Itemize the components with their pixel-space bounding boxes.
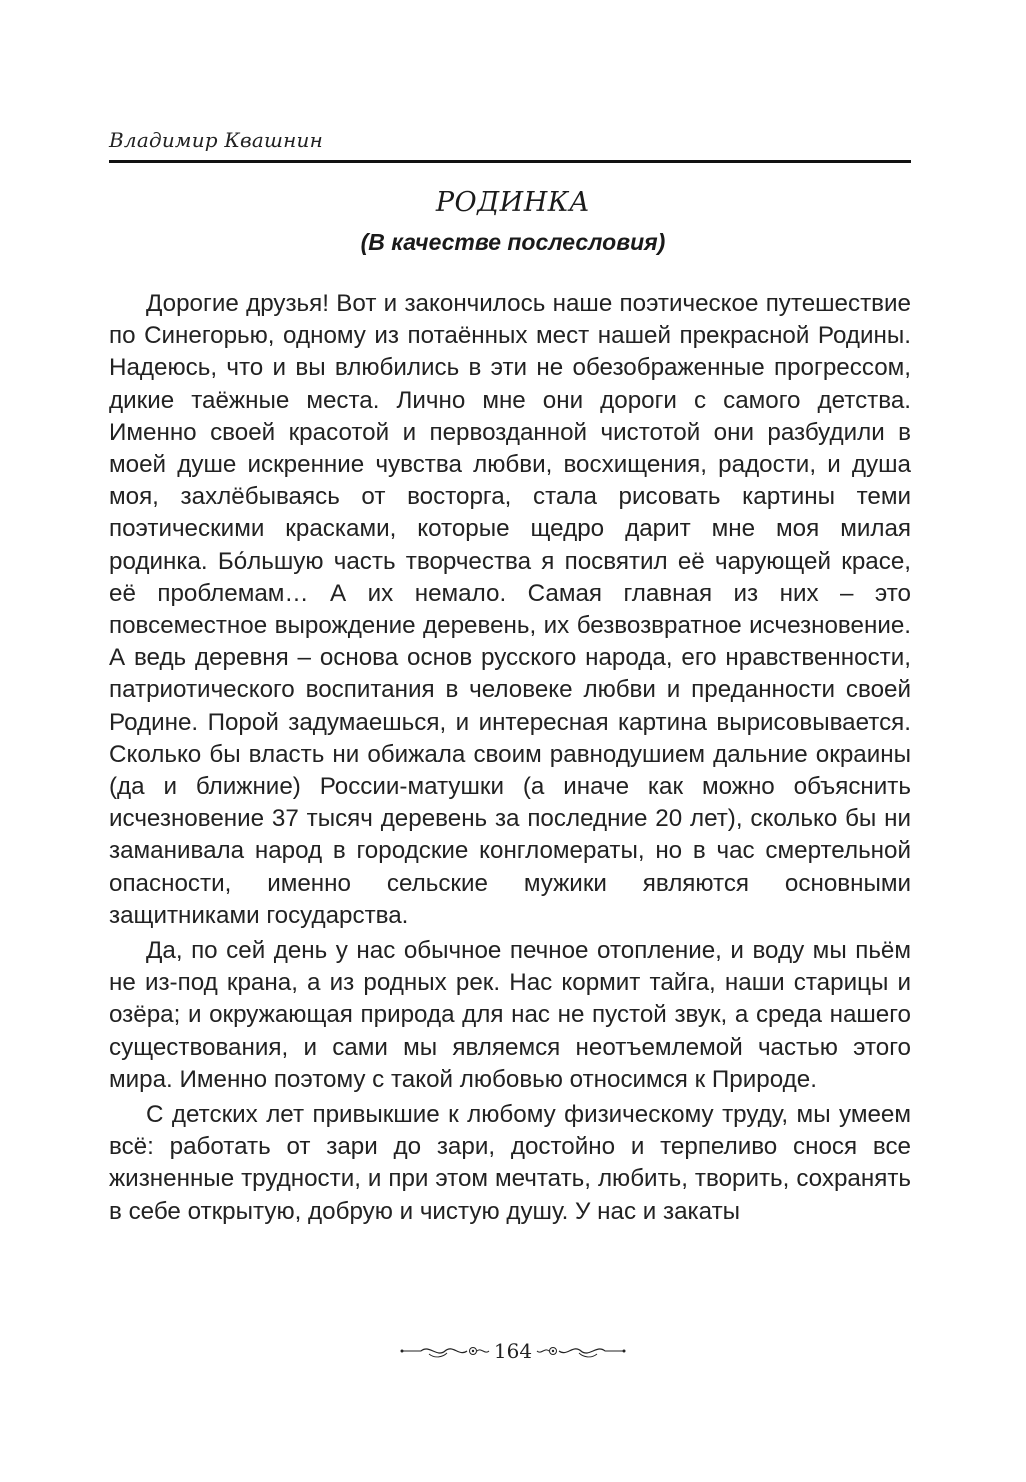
chapter-subtitle: (В качестве послесловия) [360, 229, 666, 255]
paragraph: Да, по сей день у нас обычное печное отопление, и воду мы пьём не из-под крана, а из родных рек. Нас кормит тайга, наши старицы и озёра; и окружающая природа для нас не пустой звук, а среда нашего существования, и сами мы являемся неотъемлемой частью этого мира. Именно поэтому с такой любовью относимся к Природе. [109, 937, 911, 1093]
page-number: 164 [493, 1339, 533, 1363]
right-ornament-icon [535, 1341, 627, 1361]
running-head-author: Владимир Квашнин [109, 128, 323, 152]
page-footer [0, 1336, 1026, 1366]
header-rule [109, 160, 911, 163]
paragraph: Дорогие друзья! Вот и закончилось наше поэтическое путешествие по Синегорью, одному из потаённых мест нашей прекрасной Родины. Надеюсь, что и вы влюбились в эти не обезображенные прогрессом, дикие таёжные места. Лично мне они дороги с самого детства. Именно своей красотой и первозданной чистотой они разбудили в моей душе искренние чувства любви, восхищения, радости, и душа моя, захлёбываясь от восторга, стала рисовать картины теми поэтическими красками, которые щедро дарит мне моя милая родинка. Бо́льшую часть творчества я посвятил её чарующей красе, её проблемам… А их немало. Самая главная из них – это повсеместное вырождение деревень, их безвозвратное исчезновение. А ведь деревня – основа основ русского народа, его нравственности, патриотического воспитания в человеке любви и преданности своей Родине. Порой задумаешься, и интересная картина вырисовывается. Сколько бы власть ни обижала своим равнодушием дальние окраины (да и ближние) России-матушки (а иначе как можно объяснить исчезновение 37 тысяч деревень за последние 20 лет), сколько бы ни заманивала народ в городские конгломераты, но в час смертельной опасности, именно сельские мужики являются основными защитниками государства. [109, 290, 911, 929]
chapter-title: РОДИНКА [435, 187, 591, 218]
paragraph: С детских лет привыкшие к любому физическому труду, мы умеем всё: работать от зари до зари, достойно и терпеливо снося все жизненные трудности, и при этом мечтать, любить, творить, сохранять в себе открытую, добрую и чистую душу. У нас и закаты [109, 1101, 911, 1225]
left-ornament-icon [399, 1341, 491, 1361]
body-text [109, 288, 911, 1231]
